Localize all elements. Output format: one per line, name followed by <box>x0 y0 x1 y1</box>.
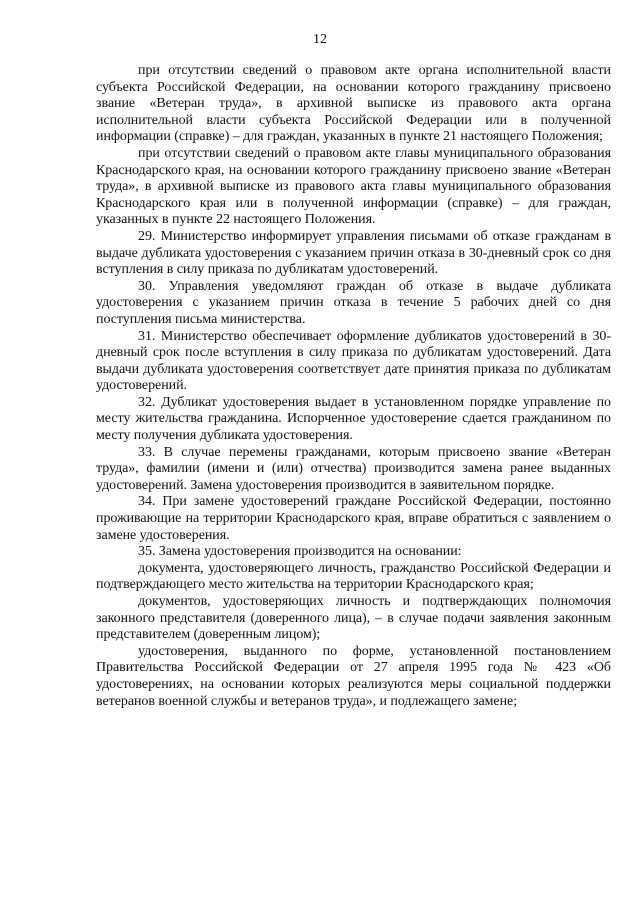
paragraph-35-representative-documents: документов, удостоверяющих личность и подтверждающих полномочия законного представителя (доверенного лица), – в случае подачи заявления законным представителем (доверенным лицом); <box>96 594 611 643</box>
paragraph-35-certificate: удостоверения, выданного по форме, установленной постановлением Правительства Российской Федерации от 27 апреля 1995 года № 423 «Об удостоверениях, на основании которых реализуются меры социальной поддержки ветеранов военной службы и ветеранов труда», и подлежащего замене; <box>96 643 611 709</box>
paragraph-35: 35. Замена удостоверения производится на основании: <box>138 544 462 560</box>
page-number: 12 <box>313 32 327 47</box>
paragraph-municipal-act: при отсутствии сведений о правовом акте главы муниципального образования Краснодарского края, на основании которого гражданину присвоено звание «Ветеран труда», в архивной выписке из правового акта главы муниципального образования Краснодарского края или в полученной информации (справке) – для граждан, указанных в пункте 22 настоящего Положения. <box>96 145 611 228</box>
paragraph-34: 34. При замене удостоверений граждане Российской Федерации, постоянно проживающие на территории Краснодарского края, вправе обратиться с заявлением о замене удостоверения. <box>96 494 611 543</box>
paragraph-31: 31. Министерство обеспечивает оформление дубликатов удостоверений в 30-дневный срок после вступления в силу приказа по дубликатам удостоверений. Дата выдачи дубликата удостоверения соответствует дате принятия приказа по дубликатам удостоверений. <box>96 328 611 394</box>
paragraph-29: 29. Министерство информирует управления письмами об отказе гражданам в выдаче дубликата удостоверения с указанием причин отказа в 30-дневный срок со дня вступления в силу приказа по дубликатам удостоверений. <box>96 228 611 278</box>
paragraph-regional-act: при отсутствии сведений о правовом акте органа исполнительной власти субъекта Российской Федерации, на основании которого гражданину присвоено звание «Ветеран труда», в архивной выписке из правового акта органа исполнительной власти субъекта Российской Федерации или в полученной информации (справке) – для граждан, указанных в пункте 21 настоящего Положения; <box>96 63 611 145</box>
paragraph-33: 33. В случае перемены гражданами, которым присвоено звание «Ветеран труда», фамилии (имени и (или) отчества) производится замена ранее выданных удостоверений. Замена удостоверения производится в заявительном порядке. <box>96 444 611 493</box>
paragraph-32: 32. Дубликат удостоверения выдает в установленном порядке управление по месту жительства гражданина. Испорченное удостоверение сдается гражданином по месту получения дубликата удостоверения. <box>96 394 611 444</box>
paragraph-35-identity-document: документа, удостоверяющего личность, гражданство Российской Федерации и подтверждающего место жительства на территории Краснодарского края; <box>96 560 611 593</box>
paragraph-30: 30. Управления уведомляют граждан об отказе в выдаче дубликата удостоверения с указанием причин отказа в течение 5 рабочих дней со дня поступления письма министерства. <box>96 278 611 327</box>
document-text <box>96 63 611 710</box>
